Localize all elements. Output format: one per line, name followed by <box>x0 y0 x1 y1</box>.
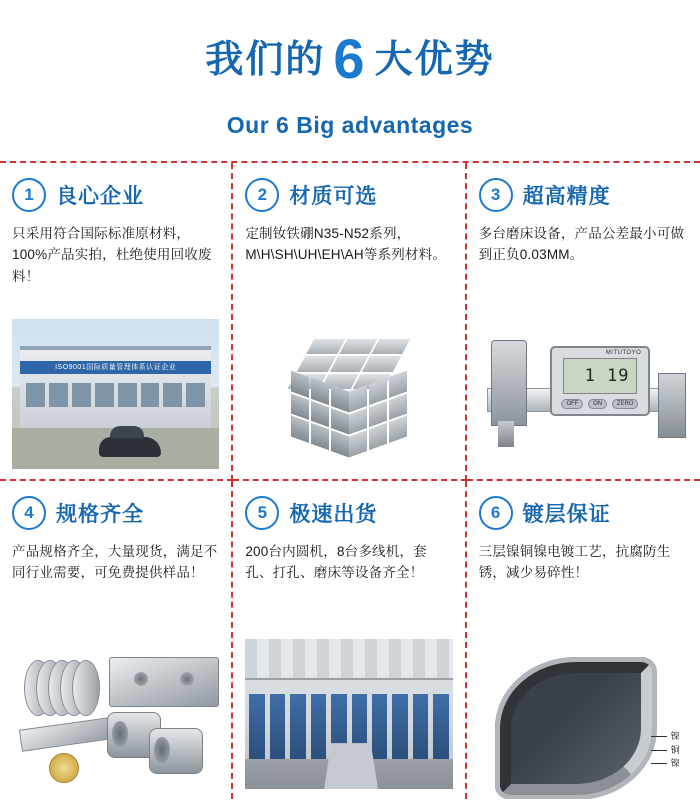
legend-line <box>651 750 667 751</box>
caliper-brand-label: MITUTOYO <box>605 350 642 357</box>
card-text-2: 定制钕铁硼N35-N52系列，M\H\SH\UH\EH\AH等系列材料。 <box>245 225 447 263</box>
advantage-card-6 <box>467 481 700 799</box>
title-prefix: 我们的 <box>205 39 326 81</box>
card-text-6: 三层镍铜镍电镀工艺，抗腐防生锈，减少易碎性！ <box>478 543 671 581</box>
workshop-machines-photo <box>245 639 452 789</box>
workshop-roof <box>245 639 452 680</box>
caliper-button-off[interactable]: OFF <box>561 399 583 409</box>
size-reference-coin <box>49 753 79 783</box>
advantage-card-4 <box>0 481 233 799</box>
badge-number-4: 4 <box>12 496 46 530</box>
disc-magnet-stack <box>24 660 98 714</box>
caliper-end-cap <box>658 373 686 438</box>
card-header <box>245 495 452 531</box>
caliper-jaw <box>491 340 527 426</box>
window <box>49 383 68 408</box>
page-title <box>0 28 700 90</box>
advantage-card-2 <box>233 163 466 481</box>
caliper-reading: 1 19 <box>584 366 630 387</box>
caliper-buttons <box>561 399 638 409</box>
machine <box>290 687 305 759</box>
caliper-display-body <box>550 346 650 416</box>
coating-illustration <box>479 639 688 789</box>
title-suffix: 大优势 <box>374 39 495 81</box>
machine <box>433 687 448 759</box>
card-title-5: 极速出货 <box>289 502 378 526</box>
card-text-3: 多台磨床设备，产品公差最小可做到正负0.03MM。 <box>478 225 685 263</box>
card-title-2: 材质可选 <box>289 184 378 208</box>
legend-label-nickel-inner: 镍 <box>670 758 680 769</box>
window <box>26 383 45 408</box>
badge-number-6: 6 <box>479 496 513 530</box>
window <box>95 383 114 408</box>
ring-magnets <box>107 712 203 774</box>
advantages-grid <box>0 161 700 799</box>
badge-number-5: 5 <box>245 496 279 530</box>
machine <box>392 687 407 759</box>
coating-layers-diagram <box>479 639 688 789</box>
coating-arc-section <box>495 657 657 799</box>
card-header <box>12 495 219 531</box>
advantage-card-3 <box>467 163 700 481</box>
shapes-illustration <box>12 639 219 789</box>
workshop-aisle <box>324 743 378 789</box>
badge-number-2: 2 <box>245 178 279 212</box>
coating-legend <box>651 730 680 771</box>
card-title-1: 良心企业 <box>56 184 144 208</box>
caliper-button-zero[interactable]: ZERO <box>612 399 639 409</box>
legend-label-copper: 铜 <box>670 744 680 755</box>
card-text-4: 产品规格齐全，大量现货，满足不同行业需要，可免费提供样品！ <box>12 543 218 581</box>
badge-number-1: 1 <box>12 178 46 212</box>
card-header <box>479 177 688 213</box>
caliper-illustration <box>479 319 688 469</box>
bar-magnet <box>19 716 119 751</box>
legend-row <box>651 757 680 771</box>
window <box>72 383 91 408</box>
poster-header <box>0 0 700 139</box>
legend-row <box>651 730 680 744</box>
machine <box>249 687 264 759</box>
window <box>118 383 137 408</box>
machine <box>270 687 285 759</box>
title-number: 6 <box>333 27 367 90</box>
workshop-illustration <box>245 639 452 789</box>
advantage-card-5 <box>233 481 466 799</box>
factory-windows <box>26 383 205 408</box>
card-header <box>12 177 219 213</box>
digital-caliper-photo <box>479 319 688 469</box>
plate-magnet-with-holes <box>109 657 219 707</box>
card-title-3: 超高精度 <box>522 184 611 208</box>
factory-illustration <box>12 319 219 469</box>
machine <box>413 687 428 759</box>
window <box>163 383 182 408</box>
window <box>141 383 160 408</box>
badge-number-3: 3 <box>479 178 513 212</box>
legend-label-nickel-outer: 镍 <box>670 731 680 742</box>
legend-row <box>651 744 680 758</box>
window <box>186 383 205 408</box>
cube-illustration <box>245 319 452 469</box>
legend-line <box>651 763 667 764</box>
legend-line <box>651 736 667 737</box>
factory-banner-text: ISO9001国际质量管理体系认证企业 <box>55 364 177 372</box>
card-header <box>479 495 688 531</box>
magnet-cube-photo <box>245 319 452 469</box>
card-text-5: 200台内圆机，8台多线机，套孔、打孔、磨床等设备齐全！ <box>245 543 427 581</box>
parked-car <box>99 437 161 457</box>
factory-banner <box>20 361 211 374</box>
advantage-card-1 <box>0 163 233 481</box>
ring-magnet <box>149 728 203 774</box>
page-subtitle: Our 6 Big advantages <box>226 111 474 138</box>
card-title-4: 规格齐全 <box>56 502 144 526</box>
card-header <box>245 177 452 213</box>
card-title-6: 镀层保证 <box>522 502 611 526</box>
magnet-shapes-photo <box>12 639 219 789</box>
machine <box>311 687 326 759</box>
caliper-lcd <box>563 358 636 394</box>
machine <box>372 687 387 759</box>
factory-facade <box>20 346 211 433</box>
magnet-cube <box>289 339 409 449</box>
factory-building-photo <box>12 319 219 469</box>
caliper-button-on[interactable]: ON <box>588 399 607 409</box>
card-text-1: 只采用符合国际标准原材料，100%产品实拍，杜绝使用回收废料！ <box>12 225 212 285</box>
